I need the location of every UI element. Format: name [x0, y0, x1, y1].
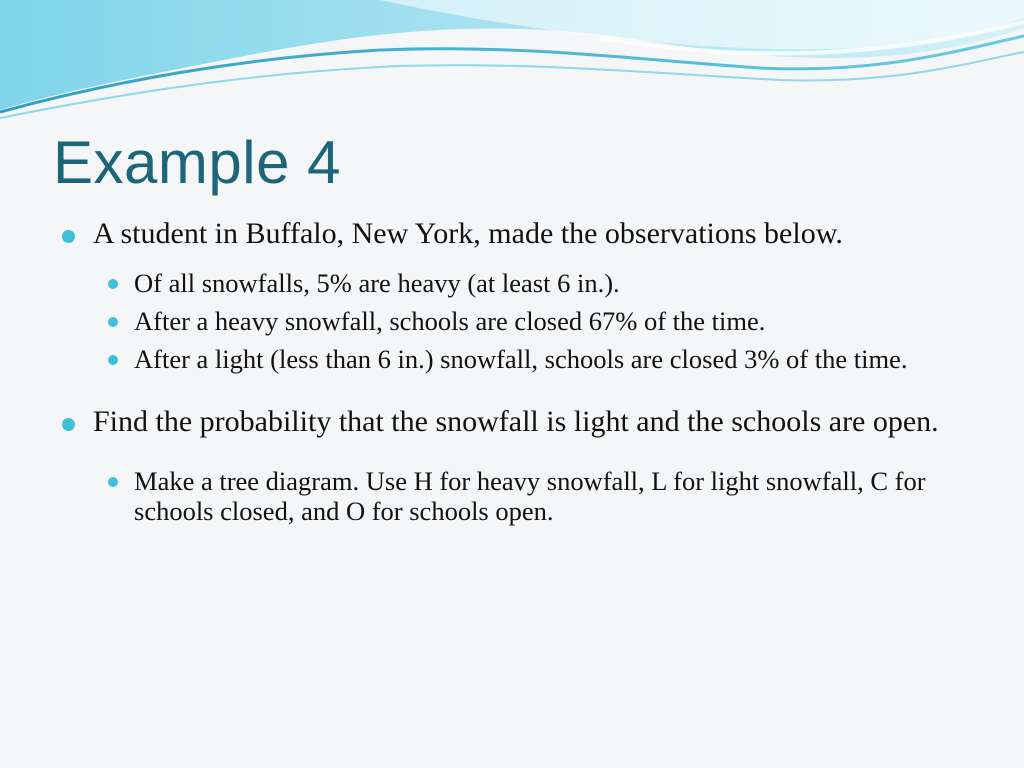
sub-bullet-text: Make a tree diagram. Use H for heavy snowfall, L for light snowfall, C for schools closed, and O for schools open.: [134, 466, 926, 526]
sub-bullet-dot-icon: [108, 317, 118, 327]
bullet-dot-icon: [62, 418, 75, 431]
sub-bullet-dot-icon: [108, 279, 118, 289]
bullet-dot-icon: [62, 230, 75, 243]
bullet-text: Find the probability that the snowfall is light and the schools are open.: [93, 405, 939, 438]
sub-bullet-tree-diagram: [62, 466, 942, 526]
bullet-find-probability: [62, 406, 942, 438]
sub-bullet-dot-icon: [108, 355, 118, 365]
sub-bullet-dot-icon: [108, 477, 118, 487]
sub-bullet-text: After a light (less than 6 in.) snowfall, schools are closed 3% of the time.: [134, 344, 908, 374]
sub-bullet-heavy-rate: [62, 268, 942, 298]
bullet-observations: [62, 218, 942, 250]
sub-bullet-heavy-closed: [62, 306, 942, 336]
slide-content: [62, 218, 942, 526]
sub-bullet-text: After a heavy snowfall, schools are closed 67% of the time.: [134, 306, 766, 336]
sub-bullet-text: Of all snowfalls, 5% are heavy (at least 6 in.).: [134, 268, 620, 298]
header-wave-decoration: [0, 0, 1024, 130]
sub-bullet-light-closed: [62, 344, 942, 374]
slide-title: Example 4: [53, 129, 341, 196]
bullet-text: A student in Buffalo, New York, made the observations below.: [93, 217, 843, 250]
